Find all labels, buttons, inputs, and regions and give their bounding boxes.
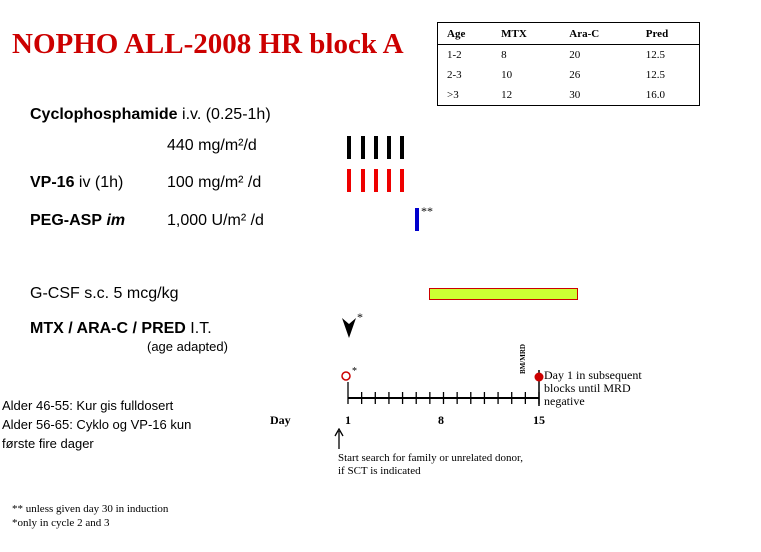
cyclo-label [30,106,271,124]
up-arrow-icon [333,428,345,450]
table-header: Pred [637,23,700,45]
dose-table [437,22,700,106]
pegasp-name: PEG-ASP [30,212,103,229]
page-title: NOPHO ALL-2008 HR block A [12,28,404,60]
bm-mrd-label: BM/MRD [519,344,527,374]
footnote: *only in cycle 2 and 3 [12,517,110,529]
table-cell: 12.5 [645,49,666,61]
cyclo-dose-bar [374,136,378,159]
it-label [30,320,212,338]
donor-search-note [338,452,523,478]
it-suffix: I.T. [185,320,212,337]
day-label: Day [270,413,291,427]
table-row [438,65,700,85]
vp16-route: iv (1h) [74,174,124,191]
table-row [438,85,700,106]
pegasp-route: im [102,212,126,229]
table-header: MTX [492,23,560,45]
table-cell: 26 [569,69,581,81]
pegasp-dose-bar [415,208,419,231]
cyclo-dose-bar [387,136,391,159]
vp16-label [30,174,123,192]
day1-start-mark: * [352,366,357,377]
age-note-line: første fire dager [2,436,94,451]
table-cell: 10 [501,69,513,81]
vp16-dose-bar [400,169,404,192]
tick-label-8: 8 [438,413,444,427]
table-cell: 12.5 [645,69,666,81]
table-header-row [438,23,700,45]
footnotes [12,502,168,530]
day1-note [544,369,642,408]
donor-search-line: Start search for family or unrelated donor, [338,452,523,464]
day1-note-line: negative [544,394,585,408]
table-header: Age [438,23,493,45]
cyclo-dose-bar [361,136,365,159]
donor-search-line: if SCT is indicated [338,465,421,477]
cyclo-route: i.v. (0.25-1h) [177,106,271,123]
tick-label-15: 15 [533,413,545,427]
gcsf-label: G-CSF s.c. 5 mcg/kg [30,285,179,302]
pegasp-dose: 1,000 U/m² /d [167,212,264,229]
it-sub: (age adapted) [147,339,228,354]
cyclo-dose-bar [400,136,404,159]
table-cell: 30 [569,89,581,101]
table-cell: >3 [447,89,459,101]
age-note-line: Alder 56-65: Cyklo og VP-16 kun [2,417,192,432]
it-name: MTX / ARA-C / PRED [30,320,186,337]
footnote: ** unless given day 30 in induction [12,503,169,515]
table-cell: 20 [569,49,581,61]
table-cell: 8 [501,49,507,61]
cyclo-dose-bar [347,136,351,159]
age-notes [2,396,191,453]
day1-note-line: blocks until MRD [544,381,631,395]
it-footnote-mark: * [357,310,363,324]
vp16-dose: 100 mg/m² /d [167,174,262,191]
table-cell: 2-3 [447,69,462,81]
vp16-dose-bar [361,169,365,192]
table-cell: 1-2 [447,49,462,61]
vp16-name: VP-16 [30,174,75,191]
vp16-dose-bar [347,169,351,192]
pegasp-label [30,212,125,230]
age-note-line: Alder 46-55: Kur gis fulldosert [2,398,174,413]
table-cell: 12 [501,89,513,101]
tick-label-1: 1 [345,413,351,427]
gcsf-duration-bar [429,288,578,300]
table-row [438,45,700,66]
cyclo-name: Cyclophosphamide [30,106,178,123]
vp16-dose-bar [374,169,378,192]
table-header: Ara-C [560,23,637,45]
pegasp-footnote-mark: ** [421,204,433,218]
cyclo-dose: 440 mg/m²/d [167,137,257,154]
day1-note-line: Day 1 in subsequent [544,368,642,382]
table-cell: 16.0 [645,89,666,101]
vp16-dose-bar [387,169,391,192]
